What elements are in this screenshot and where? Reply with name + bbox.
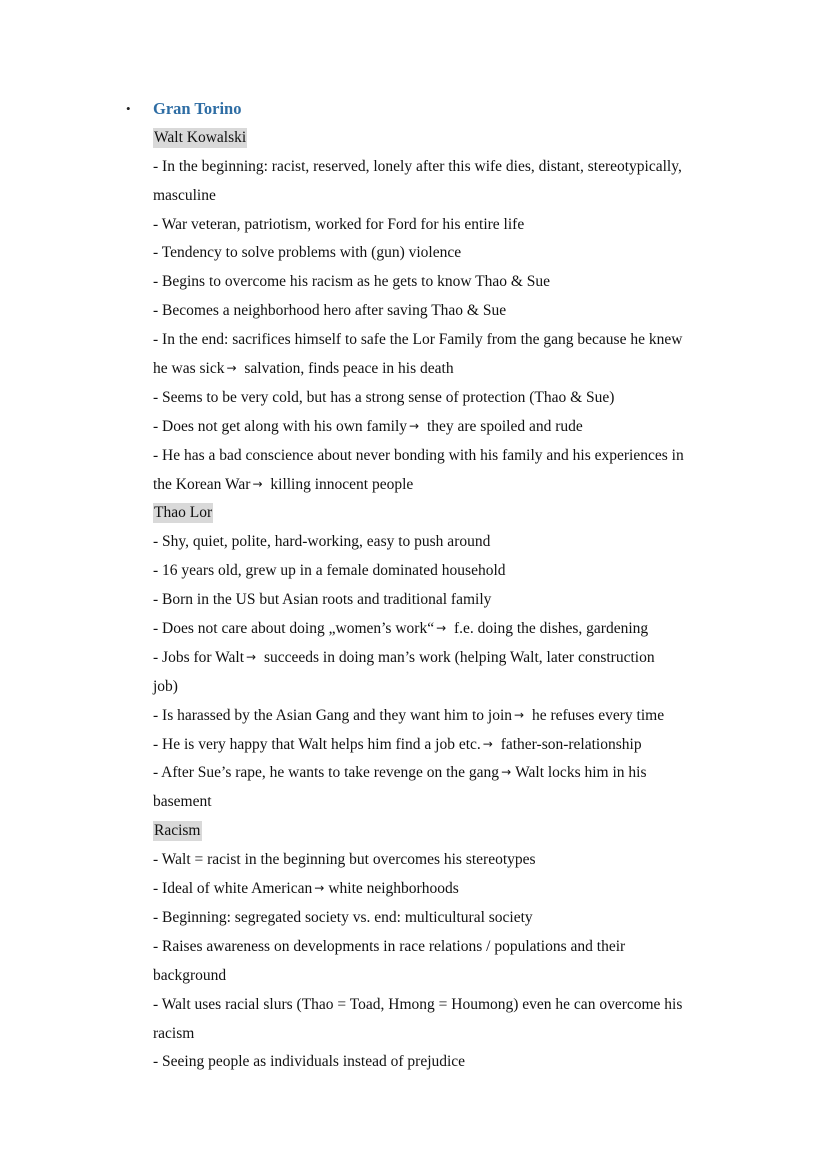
text-line xyxy=(153,991,738,1020)
line-text: basement xyxy=(153,793,212,811)
text-line xyxy=(153,268,738,297)
list-item-title xyxy=(153,95,738,124)
section-heading: Thao Lor xyxy=(154,504,213,522)
text-line xyxy=(153,904,738,933)
text-line xyxy=(153,384,738,413)
line-text: the Korean War xyxy=(153,475,251,493)
arrow-right-icon: → xyxy=(436,621,447,636)
line-text: - He is very happy that Walt helps him find a job etc. xyxy=(153,735,481,753)
line-text-after-arrow: killing innocent people xyxy=(266,475,414,493)
line-text: - Seeing people as individuals instead of prejudice xyxy=(153,1053,466,1071)
line-text: - Does not care about doing „women’s work“ xyxy=(153,620,435,638)
line-text: - Tendency to solve problems with (gun) violence xyxy=(153,244,462,262)
arrow-right-icon: → xyxy=(252,476,263,491)
line-text: he was sick xyxy=(153,360,225,378)
text-line xyxy=(153,673,738,702)
text-line xyxy=(153,933,738,962)
line-text-after-arrow: father-son-relationship xyxy=(496,735,642,753)
line-text: - In the end: sacrifices himself to safe the Lor Family from the gang because he knew xyxy=(153,331,683,349)
text-line xyxy=(153,471,738,500)
line-text-after-arrow: white neighborhoods xyxy=(328,880,459,898)
section-heading-line xyxy=(153,817,738,846)
bullet-icon: • xyxy=(126,101,131,116)
line-text: masculine xyxy=(153,186,216,204)
line-text: - Ideal of white American xyxy=(153,880,313,898)
line-text: - War veteran, patriotism, worked for Ford for his entire life xyxy=(153,215,525,233)
line-text: - He has a bad conscience about never bonding with his family and his experiences in xyxy=(153,446,684,464)
section-heading: Walt Kowalski xyxy=(154,128,247,146)
text-line xyxy=(153,615,738,644)
text-line xyxy=(153,644,738,673)
arrow-right-icon: → xyxy=(314,881,325,896)
text-line xyxy=(153,182,738,211)
text-line xyxy=(153,239,738,268)
text-line xyxy=(153,528,738,557)
line-text-after-arrow: Walt locks him in his xyxy=(515,764,647,782)
line-text-after-arrow: he refuses every time xyxy=(528,706,665,724)
text-line xyxy=(153,731,738,760)
arrow-right-icon: → xyxy=(514,707,525,722)
text-line xyxy=(153,1020,738,1049)
text-line xyxy=(153,1048,738,1077)
text-line xyxy=(153,211,738,240)
line-text: - In the beginning: racist, reserved, lonely after this wife dies, distant, stereotypically, xyxy=(153,157,682,175)
line-text: - Born in the US but Asian roots and traditional family xyxy=(153,591,492,609)
arrow-right-icon: → xyxy=(226,361,237,376)
document-body xyxy=(153,95,738,1077)
arrow-right-icon: → xyxy=(246,649,257,664)
text-line xyxy=(153,759,738,788)
text-line xyxy=(153,846,738,875)
text-line xyxy=(153,702,738,731)
arrow-right-icon: → xyxy=(409,418,420,433)
text-line xyxy=(153,413,738,442)
line-text: - Seems to be very cold, but has a strong sense of protection (Thao & Sue) xyxy=(153,388,615,406)
arrow-right-icon: → xyxy=(482,736,493,751)
text-line xyxy=(153,355,738,384)
line-text: racism xyxy=(153,1024,195,1042)
line-text: - 16 years old, grew up in a female dominated household xyxy=(153,562,506,580)
line-text: - Shy, quiet, polite, hard-working, easy to push around xyxy=(153,533,491,551)
line-text: job) xyxy=(153,677,178,695)
sections-container xyxy=(153,124,738,1077)
text-line xyxy=(153,153,738,182)
text-line xyxy=(153,442,738,471)
text-line xyxy=(153,326,738,355)
line-text-after-arrow: they are spoiled and rude xyxy=(423,417,583,435)
text-line xyxy=(153,788,738,817)
line-text: - Begins to overcome his racism as he gets to know Thao & Sue xyxy=(153,273,551,291)
line-text: - Raises awareness on developments in race relations / populations and their xyxy=(153,937,626,955)
line-text-after-arrow: succeeds in doing man’s work (helping Walt, later construction xyxy=(260,648,655,666)
line-text-after-arrow: salvation, finds peace in his death xyxy=(240,360,454,378)
page-title: Gran Torino xyxy=(153,99,242,118)
line-text: - Jobs for Walt xyxy=(153,648,245,666)
text-line xyxy=(153,962,738,991)
line-text: - Does not get along with his own family xyxy=(153,417,407,435)
section-heading-line xyxy=(153,124,738,153)
line-text: - Beginning: segregated society vs. end: multicultural society xyxy=(153,908,533,926)
section-heading: Racism xyxy=(154,822,201,840)
line-text: background xyxy=(153,966,227,984)
text-line xyxy=(153,875,738,904)
text-line xyxy=(153,297,738,326)
line-text: - Is harassed by the Asian Gang and they want him to join xyxy=(153,706,513,724)
text-line xyxy=(153,557,738,586)
line-text-after-arrow: f.e. doing the dishes, gardening xyxy=(450,620,649,638)
line-text: - Becomes a neighborhood hero after saving Thao & Sue xyxy=(153,302,507,320)
arrow-right-icon: → xyxy=(501,765,512,780)
line-text: - After Sue’s rape, he wants to take revenge on the gang xyxy=(153,764,500,782)
line-text: - Walt = racist in the beginning but overcomes his stereotypes xyxy=(153,851,536,869)
text-line xyxy=(153,586,738,615)
line-text: - Walt uses racial slurs (Thao = Toad, Hmong = Houmong) even he can overcome his xyxy=(153,995,683,1013)
section-heading-line xyxy=(153,499,738,528)
